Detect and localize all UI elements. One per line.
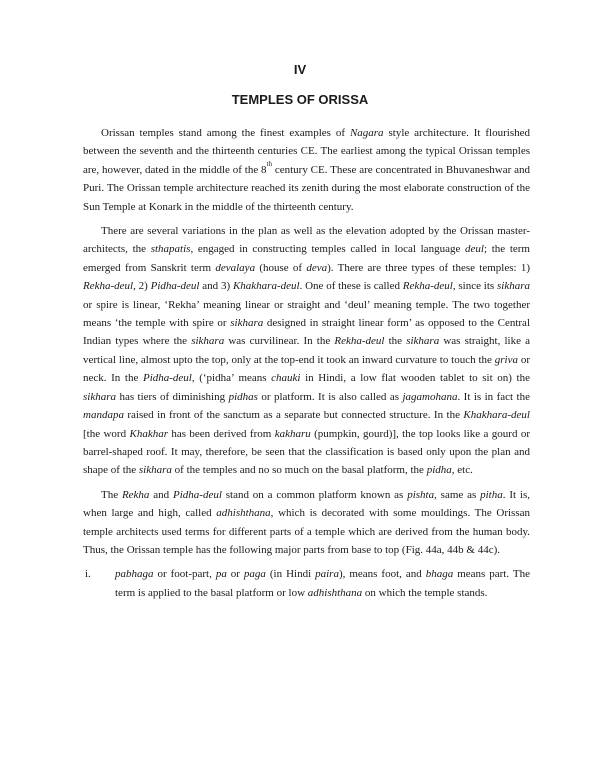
text-run: There are several variations in the plan as well as the elevation adopted by the Orissan master-architects, the (83, 225, 530, 256)
text-run: or platform. It is also called as (257, 390, 403, 403)
text-run: of the temples and no so much on the basal platform, the (171, 464, 427, 477)
list-item (83, 565, 530, 602)
italic-term: sikhara (497, 280, 530, 293)
italic-term: sikhara (191, 335, 225, 348)
italic-term: deul (465, 243, 484, 256)
italic-term: pa (215, 568, 227, 581)
italic-term: sikhara (406, 335, 440, 348)
text-run: and (149, 488, 173, 501)
italic-term: Rekha-deul (83, 280, 134, 293)
text-run: , (‘pidha’ means (191, 372, 272, 385)
italic-term: Rekha (121, 488, 150, 501)
text-run: was curvilinear. In the (224, 335, 335, 348)
italic-term: sikhara (230, 317, 264, 330)
italic-term: pabhaga (115, 568, 154, 581)
text-run: designed in straight linear form’ as opposed to the Central Indian types where the (83, 317, 530, 348)
chapter-number: IV (293, 62, 307, 77)
text-run: or spire is linear, ‘Rekha’ meaning linear or straight and ‘deul’ meaning temple. The two together means ‘the temple with spire or (83, 298, 530, 330)
text-run: , engaged in constructing temples called in local language (190, 243, 466, 256)
list-marker: i. (85, 568, 91, 581)
text-run: , since its (452, 280, 497, 293)
italic-term: Khakhara-deul (232, 280, 300, 293)
text-run: , same as (434, 488, 481, 501)
text-run: stand on a common platform known as (221, 488, 408, 501)
italic-term: chauki (271, 372, 301, 385)
text-run: Orissan temples stand among the finest examples of (101, 127, 350, 139)
text-run: , etc. (451, 464, 473, 477)
italic-term: Rekha-deul (402, 280, 453, 293)
text-run: has been derived from (167, 427, 275, 440)
text-run: . One of these is called (299, 280, 403, 293)
text-run: has tiers of diminishing (116, 390, 229, 403)
italic-term: deva (306, 261, 328, 274)
text-run: (house of (255, 261, 307, 274)
italic-term: jagamohana (402, 390, 458, 403)
text-run: the (384, 335, 407, 348)
paragraph (83, 124, 530, 216)
text-run: century CE. These are concentrated in Bhuvaneshwar and Puri. The Orissan temple architecture reached its zenith during the most elaborate construction of the Sun Temple at Konark in the middle of the thirteenth century. (83, 163, 530, 213)
italic-term: sthapatis (150, 243, 191, 256)
paragraph (83, 222, 530, 480)
italic-term: Khakhar (129, 427, 168, 440)
text-run: in Hindi, a low flat wooden tablet to sit on) the (300, 372, 530, 385)
text-run: raised in front of the sanctum as a separate but connected structure. In the (123, 409, 464, 422)
text-run: , 2) (133, 280, 151, 293)
text-run: or foot-part, (153, 568, 216, 581)
text-run: on which the temple stands. (362, 586, 488, 599)
italic-term: pidha (426, 464, 452, 477)
text-run: means part. The term is applied to the basal platform or low (115, 568, 530, 599)
italic-term: Pidha-deul (173, 488, 222, 501)
italic-term: Pidha-deul (142, 372, 192, 385)
italic-term: pidhas (228, 390, 258, 403)
superscript: th (266, 159, 272, 168)
italic-term: adhishthana (307, 586, 363, 599)
italic-term: Pidha-deul (150, 280, 200, 293)
italic-term: Rekha-deul (334, 335, 385, 348)
text-run: The (101, 488, 122, 501)
italic-term: pishta (407, 488, 435, 501)
text-run: (pumpkin, gourd)], the top looks like a gourd or barrel-shaped roof. It may, therefore, be seen that the classification is based only upon the plan and shape of the (83, 427, 530, 477)
text-run: . It is, when large and high, called (83, 488, 530, 520)
italic-term: sikhara (138, 464, 172, 477)
italic-term: bhaga (425, 568, 454, 581)
text-run: or neck. In the (83, 353, 530, 385)
italic-term: adhishthana (216, 507, 271, 520)
text-run: ). There are three types of these temples: 1) (327, 261, 530, 274)
italic-term: paira (315, 568, 339, 581)
text-run: or (226, 568, 244, 581)
italic-term: Khakhara-deul (463, 409, 530, 422)
italic-term: Nagara (349, 127, 384, 139)
italic-term: paga (243, 568, 266, 581)
italic-term: sikhara (83, 390, 116, 403)
text-run: ), means foot, and (338, 568, 426, 581)
text-run: was straight, like a vertical line, almost upto the top, only at the top-end it took an inward curvature to touch the (83, 335, 530, 366)
italic-term: mandapa (83, 409, 124, 422)
text-run: [the word (83, 427, 130, 440)
body-text (83, 124, 530, 602)
italic-term: kakharu (274, 427, 311, 440)
text-run: style architecture. It flourished between the seventh and the thirteenth centuries CE. The earliest among the typical Orissan temples are, however, dated in the middle of the 8 (83, 127, 530, 176)
text-run: and 3) (199, 280, 233, 293)
paragraph (83, 486, 530, 560)
text-run: ; the term emerged from Sanskrit term (83, 243, 530, 274)
text-run: (in Hindi (265, 568, 316, 581)
text-run: . It is in fact the (457, 390, 530, 403)
chapter-title: TEMPLES OF ORISSA (231, 92, 369, 107)
list-item-text (115, 565, 530, 602)
italic-term: griva (494, 353, 518, 366)
text-run: , which is decorated with some mouldings. The Orissan temple architects used terms for different parts of a temple which are derived from the human body. Thus, the Orissan temple has the following major parts from base to top (Fig. 44a, 44b & 44c). (83, 507, 530, 556)
italic-term: pitha (480, 488, 503, 501)
italic-term: devalaya (215, 261, 256, 274)
